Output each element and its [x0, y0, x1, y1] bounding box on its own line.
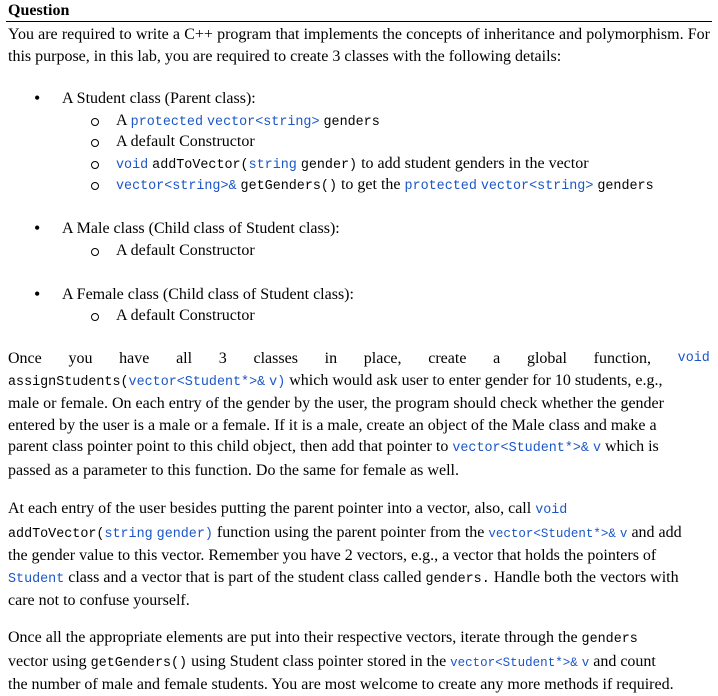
circle-bullet-icon: [91, 248, 99, 256]
bullet-dot-icon: •: [34, 88, 41, 108]
circle-bullet-icon: [91, 161, 99, 169]
student-item-constructor: A default Constructor: [116, 133, 255, 150]
student-item-add-to-vector: void addToVector(string gender) to add student genders in the vector: [116, 155, 589, 173]
question-heading: Question: [8, 2, 70, 19]
female-class-label: A Female class (Child class of Student class):: [62, 286, 354, 303]
bullet-dot-icon: •: [34, 284, 41, 304]
get-genders-paragraph: Once all the appropriate elements are put into their respective vectors, iterate through the genders vector using getGenders() using Student class pointer stored in the vector<Student*>& v and count the number of male and female students. You are most welcome to create any more methods if required.: [8, 629, 674, 693]
bullet-dot-icon: •: [34, 218, 41, 238]
circle-bullet-icon: [91, 139, 99, 147]
circle-bullet-icon: [91, 313, 99, 321]
heading-rule: [6, 21, 712, 22]
student-item-get-genders: vector<string>& getGenders() to get the protected vector<string> genders: [116, 176, 654, 194]
add-to-vector-paragraph: At each entry of the user besides putting the parent pointer into a vector, also, call void addToVector(string gender) function using the parent pointer from the vector<Student*>& v and add the gender value to this vector. Remember you have 2 vectors, e.g., a vector that holds the pointers of Student class and a vector that is part of the student class called genders. Handle both the vectors with care not to confuse yourself.: [8, 500, 682, 609]
female-item-constructor: A default Constructor: [116, 307, 255, 324]
assign-students-paragraph: Once you have all 3 classes in place, create a global function, void assignStudents(vector<Student*>& v) which would ask user to enter gender for 10 students, e.g., male or female. On each entry of the gender by the user, the program should check whether the gender entered by the user is a male or a female. If it is a male, create an object of the Male class and make a parent class pointer point to this child object, then add that pointer to vector<Student*>& v which is passed as a parameter to this function. Do the same for female as well.: [8, 350, 710, 479]
student-class-label: A Student class (Parent class):: [62, 90, 256, 107]
circle-bullet-icon: [91, 118, 99, 126]
circle-bullet-icon: [91, 182, 99, 190]
male-class-label: A Male class (Child class of Student class):: [62, 220, 340, 237]
student-item-protected-vector: A protected vector<string> genders: [116, 112, 380, 130]
male-item-constructor: A default Constructor: [116, 242, 255, 259]
intro-paragraph: You are required to write a C++ program that implements the concepts of inheritance and polymorphism. For this purpose, in this lab, you are required to create 3 classes with the following details:: [8, 26, 710, 65]
